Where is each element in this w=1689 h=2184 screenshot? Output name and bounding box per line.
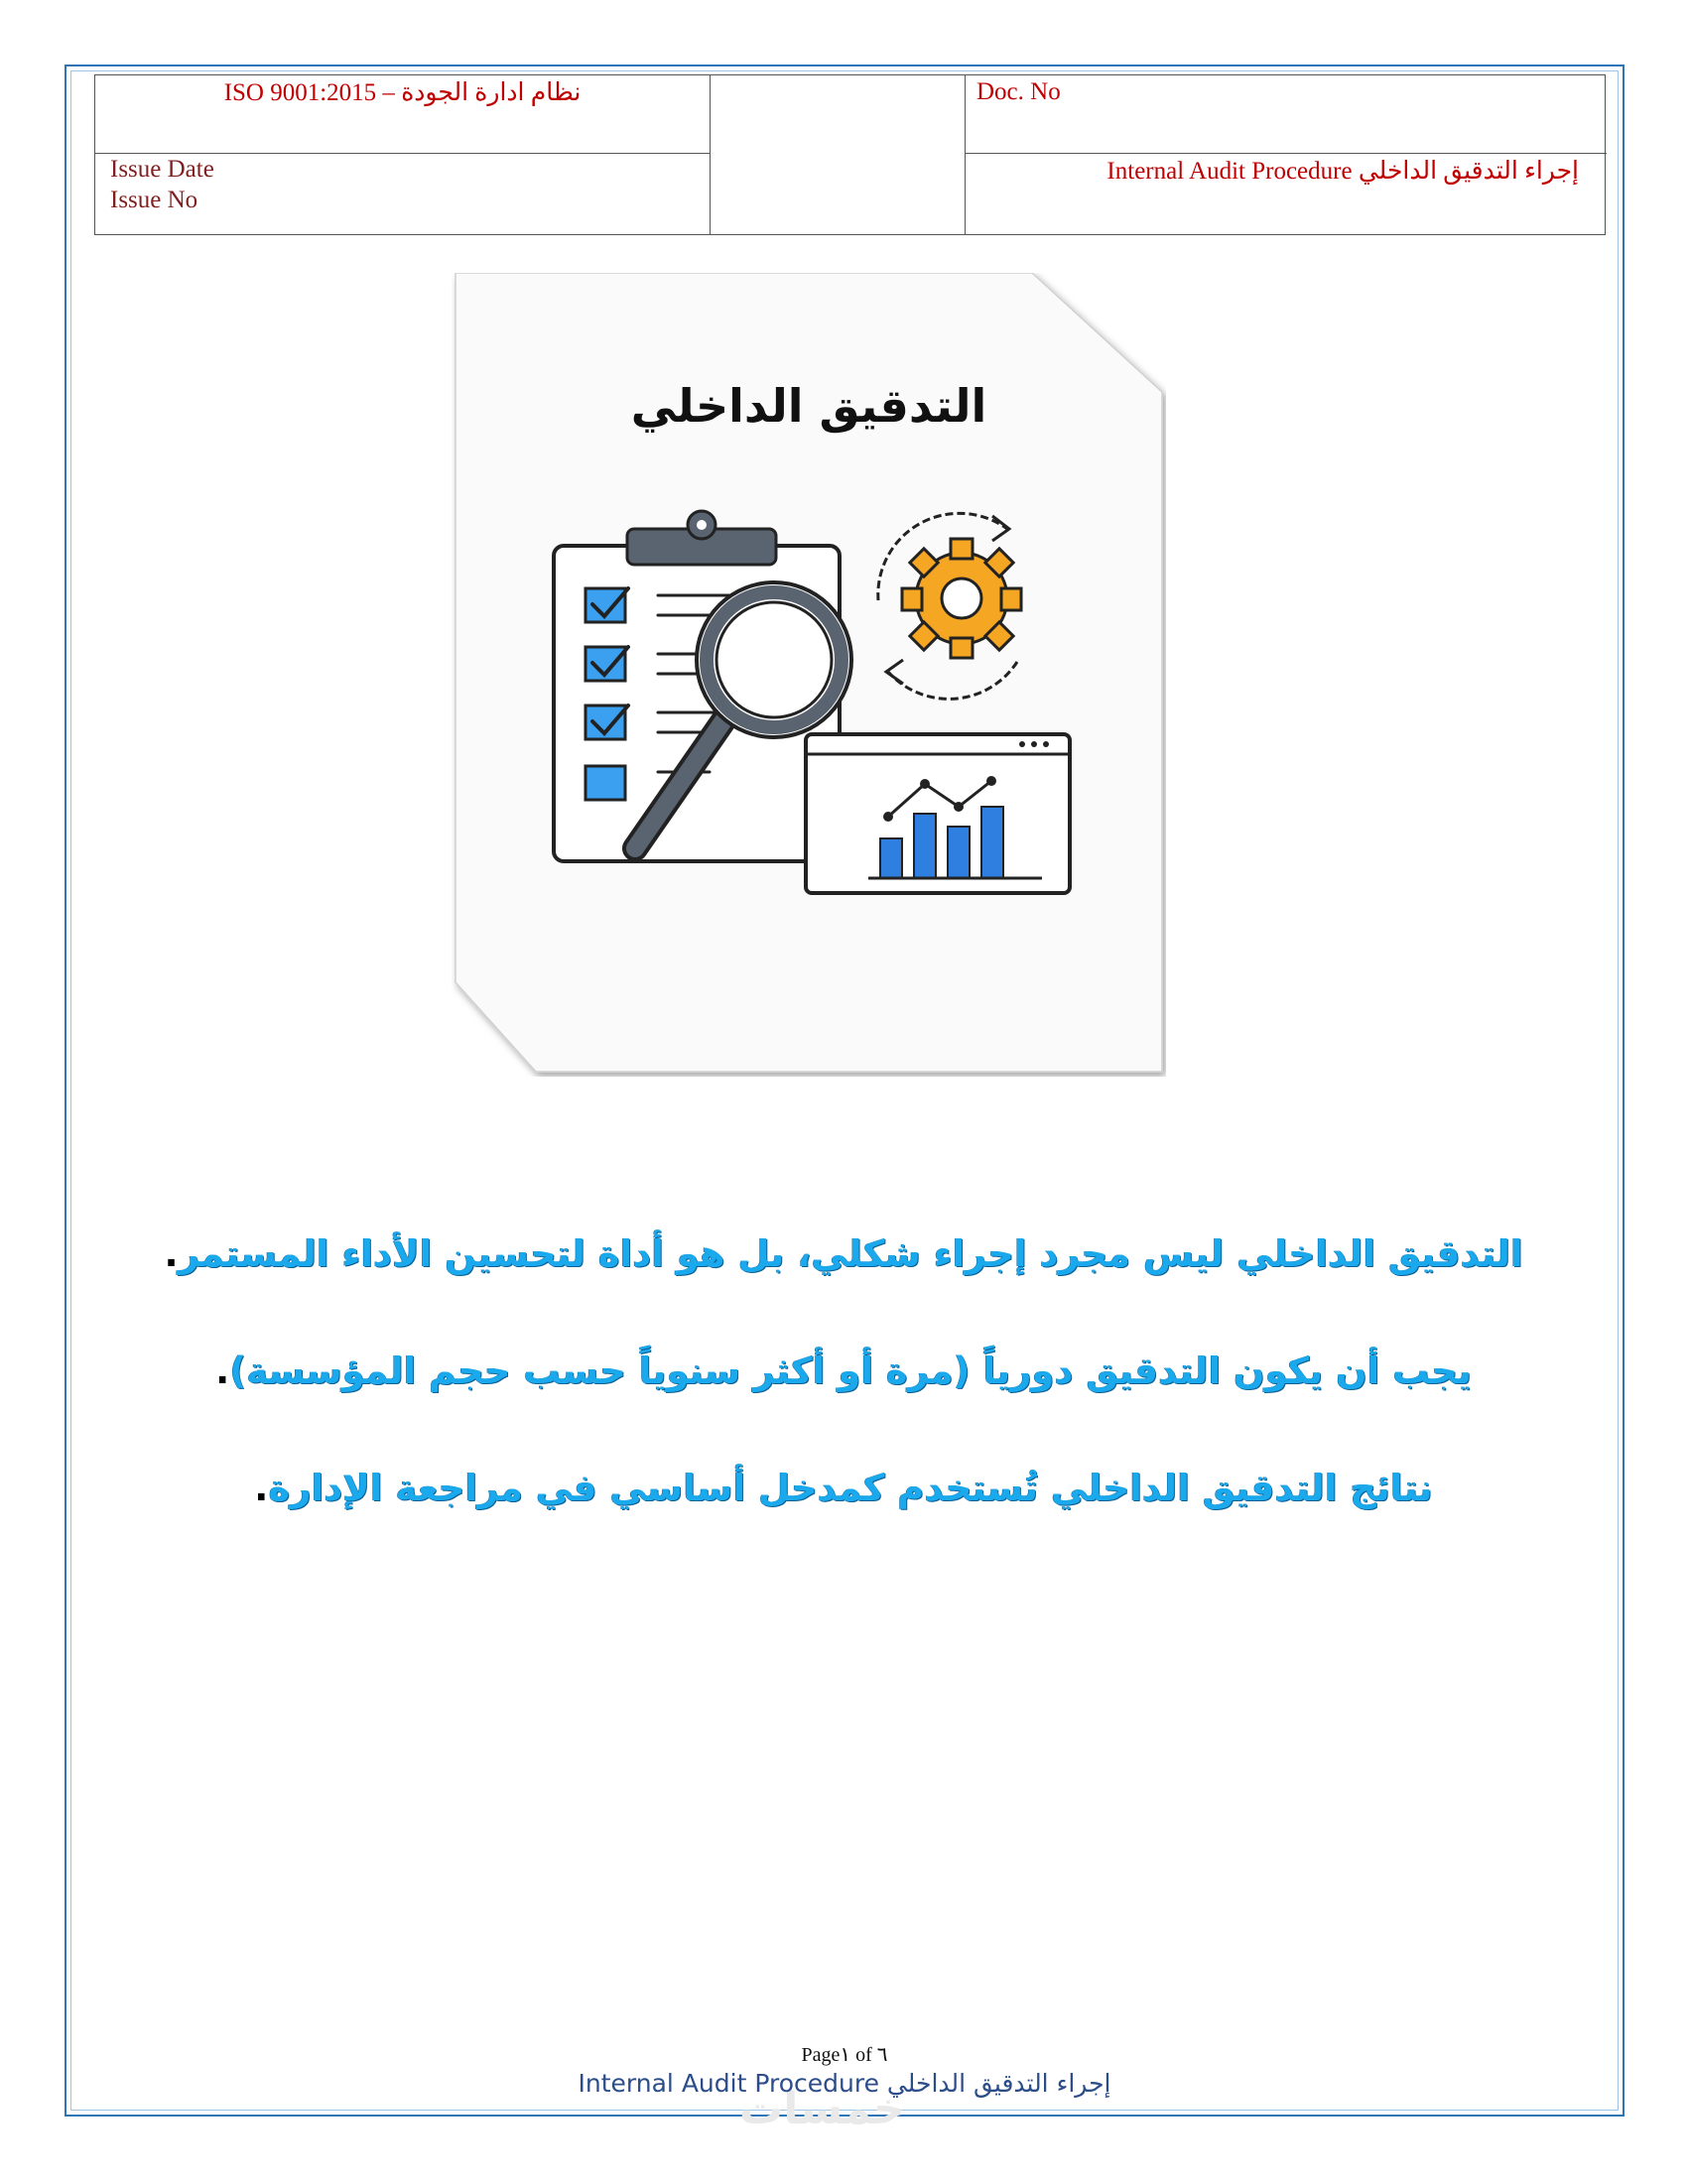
page-number: Page١ of ٦	[801, 2044, 888, 2066]
statement-2	[139, 1349, 1548, 1392]
procedure-title: Internal Audit Procedure إجراء التدقيق الداخلي	[1106, 158, 1579, 185]
statement-1-text: التدقيق الداخلي ليس مجرد إجراء شكلي، بل هو أداة لتحسين الأداء المستمر	[178, 1232, 1523, 1275]
statement-2-end: .	[215, 1349, 230, 1392]
issue-no-label: Issue No	[110, 187, 198, 213]
doc-no-label: Doc. No	[976, 78, 1061, 105]
bar-line-chart-icon	[806, 734, 1070, 893]
document-header-table	[94, 74, 1606, 235]
header-divider	[965, 75, 966, 234]
statement-1	[139, 1232, 1548, 1275]
statement-3-end: .	[254, 1467, 269, 1509]
issue-date-label: Issue Date	[110, 156, 214, 183]
quality-system-label: ISO 9001:2015 – نظام ادارة الجودة	[223, 79, 582, 106]
footer-title: Internal Audit Procedure إجراء التدقيق الداخلي	[578, 2069, 1111, 2098]
statement-2-text: يجب أن يكون التدقيق دورياً (مرة أو أكثر سنوياً حسب حجم المؤسسة)	[229, 1349, 1472, 1392]
statement-3	[139, 1467, 1548, 1509]
internal-audit-illustration	[452, 273, 1166, 1077]
watermark: خمسات	[739, 2084, 905, 2134]
statement-1-end: .	[164, 1232, 179, 1275]
header-divider	[95, 153, 710, 154]
statement-3-text: نتائج التدقيق الداخلي تُستخدم كمدخل أساسي في مراجعة الإدارة	[268, 1467, 1433, 1509]
illustration-title: التدقيق الداخلي	[630, 379, 987, 433]
header-divider	[710, 75, 711, 234]
header-divider	[965, 153, 1607, 154]
